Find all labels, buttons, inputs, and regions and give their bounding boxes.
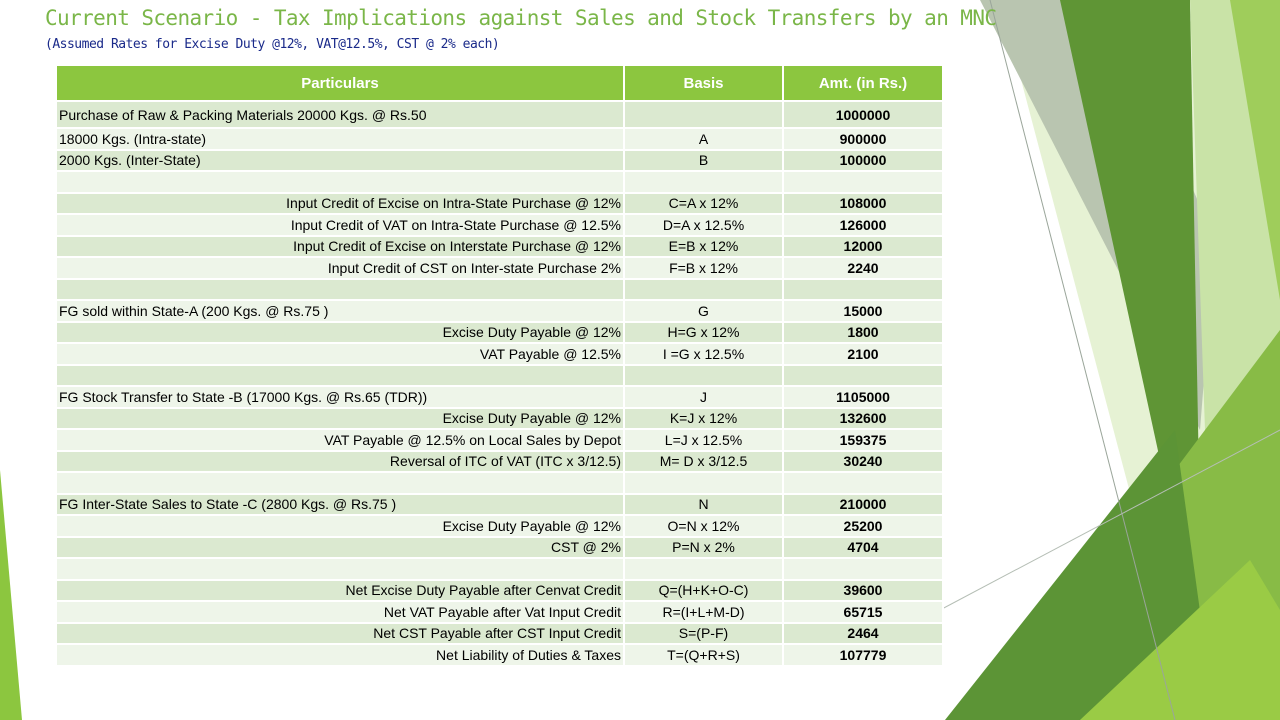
cell-amount: 107779 (783, 644, 943, 666)
table-row (56, 171, 943, 193)
cell-particulars (56, 365, 624, 387)
cell-basis: L=J x 12.5% (624, 429, 783, 451)
cell-amount: 39600 (783, 580, 943, 602)
cell-amount: 100000 (783, 150, 943, 172)
cell-particulars: VAT Payable @ 12.5% (56, 343, 624, 365)
tax-table (55, 64, 944, 667)
cell-basis: R=(I+L+M-D) (624, 601, 783, 623)
cell-particulars: CST @ 2% (56, 537, 624, 559)
cell-basis (624, 472, 783, 494)
cell-basis (624, 171, 783, 193)
table-row (56, 429, 943, 451)
cell-amount (783, 365, 943, 387)
cell-amount: 159375 (783, 429, 943, 451)
cell-amount: 2100 (783, 343, 943, 365)
table-row (56, 515, 943, 537)
table-row (56, 128, 943, 150)
cell-basis: J (624, 386, 783, 408)
table-row (56, 236, 943, 258)
cell-basis: P=N x 2% (624, 537, 783, 559)
table-row (56, 623, 943, 645)
cell-particulars (56, 558, 624, 580)
cell-basis: M= D x 3/12.5 (624, 451, 783, 473)
cell-particulars: Net CST Payable after CST Input Credit (56, 623, 624, 645)
cell-basis: N (624, 494, 783, 516)
table-row (56, 279, 943, 301)
cell-amount: 1105000 (783, 386, 943, 408)
cell-amount: 65715 (783, 601, 943, 623)
cell-basis: O=N x 12% (624, 515, 783, 537)
cell-amount: 900000 (783, 128, 943, 150)
cell-particulars (56, 472, 624, 494)
cell-basis: C=A x 12% (624, 193, 783, 215)
cell-particulars: VAT Payable @ 12.5% on Local Sales by Depot (56, 429, 624, 451)
cell-amount: 210000 (783, 494, 943, 516)
table-row (56, 322, 943, 344)
cell-basis (624, 279, 783, 301)
cell-amount (783, 171, 943, 193)
cell-basis: B (624, 150, 783, 172)
cell-basis: I =G x 12.5% (624, 343, 783, 365)
cell-particulars: Reversal of ITC of VAT (ITC x 3/12.5) (56, 451, 624, 473)
table-row (56, 451, 943, 473)
cell-basis: D=A x 12.5% (624, 214, 783, 236)
cell-amount (783, 279, 943, 301)
cell-amount: 4704 (783, 537, 943, 559)
cell-particulars: Excise Duty Payable @ 12% (56, 322, 624, 344)
cell-particulars (56, 171, 624, 193)
cell-particulars: FG Stock Transfer to State -B (17000 Kgs. @ Rs.65 (TDR)) (56, 386, 624, 408)
cell-basis: Q=(H+K+O-C) (624, 580, 783, 602)
cell-basis: G (624, 300, 783, 322)
cell-amount: 15000 (783, 300, 943, 322)
cell-basis: A (624, 128, 783, 150)
page-subtitle: (Assumed Rates for Excise Duty @12%, VAT@12.5%, CST @ 2% each) (45, 37, 500, 52)
header-basis: Basis (624, 65, 783, 101)
cell-basis: S=(P-F) (624, 623, 783, 645)
page-title: Current Scenario - Tax Implications against Sales and Stock Transfers by an MNC (45, 6, 997, 30)
cell-particulars: Input Credit of Excise on Intra-State Purchase @ 12% (56, 193, 624, 215)
header-amount: Amt. (in Rs.) (783, 65, 943, 101)
cell-particulars: Purchase of Raw & Packing Materials 20000 Kgs. @ Rs.50 (56, 101, 624, 128)
cell-particulars: Excise Duty Payable @ 12% (56, 515, 624, 537)
cell-particulars: Excise Duty Payable @ 12% (56, 408, 624, 430)
table-row (56, 365, 943, 387)
cell-amount: 108000 (783, 193, 943, 215)
cell-amount: 30240 (783, 451, 943, 473)
cell-particulars: 18000 Kgs. (Intra-state) (56, 128, 624, 150)
cell-amount: 2240 (783, 257, 943, 279)
cell-particulars: 2000 Kgs. (Inter-State) (56, 150, 624, 172)
table-row (56, 537, 943, 559)
table-row (56, 472, 943, 494)
table-row (56, 601, 943, 623)
cell-basis: E=B x 12% (624, 236, 783, 258)
cell-basis: F=B x 12% (624, 257, 783, 279)
table-row (56, 150, 943, 172)
cell-particulars: FG sold within State-A (200 Kgs. @ Rs.75 ) (56, 300, 624, 322)
table-body (56, 101, 943, 666)
cell-basis: T=(Q+R+S) (624, 644, 783, 666)
cell-amount (783, 472, 943, 494)
cell-amount: 25200 (783, 515, 943, 537)
cell-amount (783, 558, 943, 580)
cell-amount: 132600 (783, 408, 943, 430)
table-row (56, 193, 943, 215)
header-particulars: Particulars (56, 65, 624, 101)
cell-amount: 2464 (783, 623, 943, 645)
table-row (56, 558, 943, 580)
table-row (56, 580, 943, 602)
table-row (56, 257, 943, 279)
cell-particulars: FG Inter-State Sales to State -C (2800 Kgs. @ Rs.75 ) (56, 494, 624, 516)
cell-basis (624, 365, 783, 387)
cell-particulars: Net VAT Payable after Vat Input Credit (56, 601, 624, 623)
cell-particulars: Input Credit of VAT on Intra-State Purchase @ 12.5% (56, 214, 624, 236)
table-row (56, 214, 943, 236)
cell-particulars: Net Liability of Duties & Taxes (56, 644, 624, 666)
deco-shape-left (0, 470, 22, 720)
cell-basis: H=G x 12% (624, 322, 783, 344)
cell-basis: K=J x 12% (624, 408, 783, 430)
table-row (56, 300, 943, 322)
cell-amount: 1000000 (783, 101, 943, 128)
table-header-row (56, 65, 943, 101)
table-row (56, 101, 943, 128)
cell-particulars: Net Excise Duty Payable after Cenvat Credit (56, 580, 624, 602)
table-row (56, 386, 943, 408)
table-row (56, 408, 943, 430)
cell-particulars (56, 279, 624, 301)
table-row (56, 343, 943, 365)
cell-particulars: Input Credit of CST on Inter-state Purchase 2% (56, 257, 624, 279)
cell-amount: 12000 (783, 236, 943, 258)
table-row (56, 494, 943, 516)
cell-particulars: Input Credit of Excise on Interstate Purchase @ 12% (56, 236, 624, 258)
cell-basis (624, 558, 783, 580)
cell-amount: 126000 (783, 214, 943, 236)
cell-amount: 1800 (783, 322, 943, 344)
cell-basis (624, 101, 783, 128)
table-row (56, 644, 943, 666)
